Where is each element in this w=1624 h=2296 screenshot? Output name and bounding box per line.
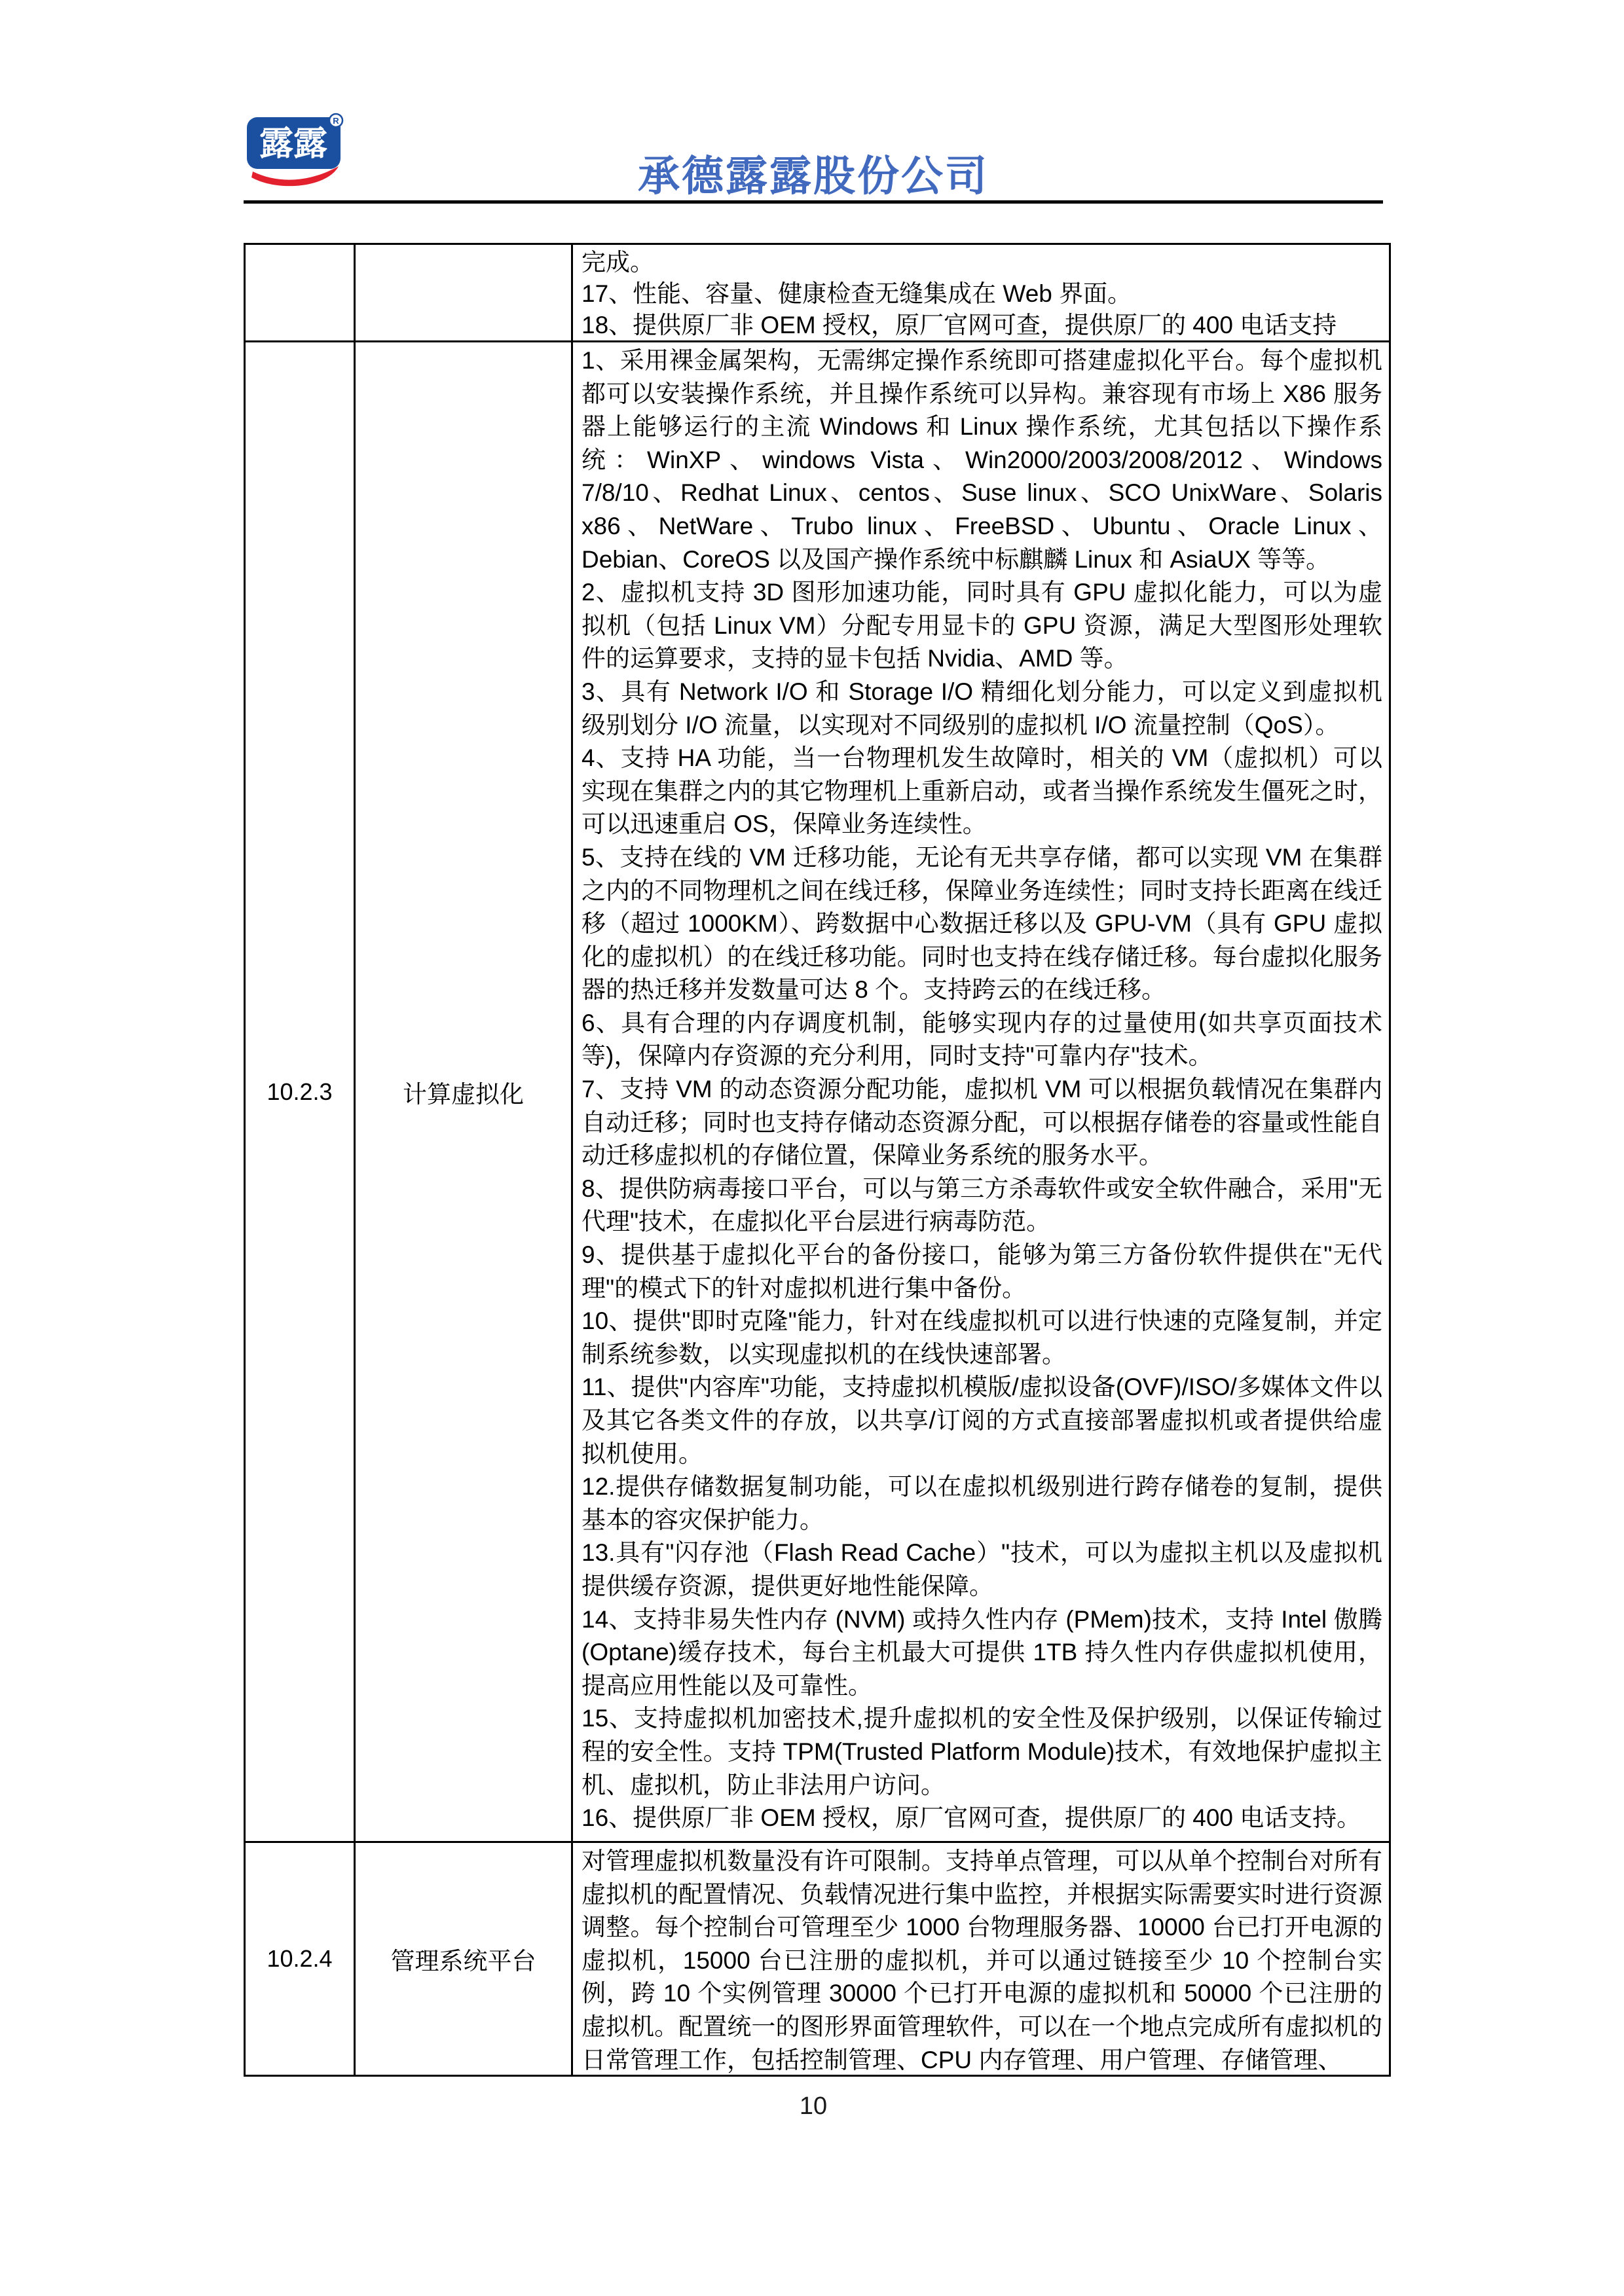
requirements-text — [573, 1843, 1389, 2075]
row-id-cell — [245, 244, 355, 342]
row-requirements-cell — [572, 244, 1390, 342]
requirement-paragraph: 17、性能、容量、健康检查无缝集成在 Web 界面。 — [581, 280, 1132, 307]
requirement-paragraph: 7、支持 VM 的动态资源分配功能，虚拟机 VM 可以根据负载情况在集群内自动迁移；同时也支持存储动态资源分配，可以根据存储卷的容量或性能自动迁移虚拟机的存储位置，保障业务系统的服务水平。 — [581, 1076, 1382, 1169]
requirement-paragraph: 6、具有合理的内存调度机制，能够实现内存的过量使用(如共享页面技术等)，保障内存资源的充分利用，同时支持"可靠内存"技术。 — [581, 1009, 1382, 1070]
requirement-paragraph: 12.提供存储数据复制功能，可以在虚拟机级别进行跨存储卷的复制，提供基本的容灾保护能力。 — [581, 1473, 1382, 1533]
table-row-continuation — [245, 244, 1390, 342]
row-id-cell: 10.2.4 — [245, 1842, 355, 2076]
table-row-management-platform — [245, 1842, 1390, 2076]
requirement-paragraph: 16、提供原厂非 OEM 授权，原厂官网可查，提供原厂的 400 电话支持。 — [581, 1804, 1361, 1832]
requirement-paragraph: 完成。 — [581, 249, 654, 276]
registered-mark: R — [333, 116, 339, 126]
row-category-cell: 计算虚拟化 — [355, 342, 572, 1842]
requirements-text — [573, 245, 1389, 340]
requirement-paragraph: 3、具有 Network I/O 和 Storage I/O 精细化划分能力，可以定义到虚拟机级别划分 I/O 流量，以实现对不同级别的虚拟机 I/O 流量控制（QoS）。 — [581, 678, 1382, 738]
requirement-paragraph: 10、提供"即时克隆"能力，针对在线虚拟机可以进行快速的克隆复制，并定制系统参数，以实现虚拟机的在线快速部署。 — [581, 1307, 1382, 1368]
requirement-paragraph: 4、支持 HA 功能，当一台物理机发生故障时，相关的 VM（虚拟机）可以实现在集群之内的其它物理机上重新启动，或者当操作系统发生僵死之时，可以迅速重启 OS，保障业务连续性。 — [581, 744, 1382, 838]
table-row-compute-virtualization — [245, 342, 1390, 1842]
row-id-cell: 10.2.3 — [245, 342, 355, 1842]
requirement-paragraph: 2、虚拟机支持 3D 图形加速功能，同时具有 GPU 虚拟化能力，可以为虚拟机（包括 Linux VM）分配专用显卡的 GPU 资源，满足大型图形处理软件的运算要求，支持的显卡包括 Nvidia、AMD 等。 — [581, 579, 1382, 672]
requirement-paragraph: 15、支持虚拟机加密技术,提升虚拟机的安全性及保护级别，以保证传输过程的安全性。支持 TPM(Trusted Platform Module)技术，有效地保护虚拟主机、虚拟机，防止非法用户访问。 — [581, 1705, 1382, 1798]
requirement-paragraph: 对管理虚拟机数量没有许可限制。支持单点管理，可以从单个控制台对所有虚拟机的配置情况、负载情况进行集中监控，并根据实际需要实时进行资源调整。每个控制台可管理至少 1000 台物理服务器、10000 台已打开电源的虚拟机，15000 台已注册的虚拟机，并可以通过链接至少 10 个控制台实例，跨 10 个实例管理 30000 个已打开电源的虚拟机和 50000 个已注册的虚拟机。配置统一的图形界面管理软件，可以在一个地点完成所有虚拟机的日常管理工作，包括控制管理、CPU 内存管理、用户管理、存储管理、 — [581, 1848, 1382, 2073]
header-rule — [244, 200, 1383, 204]
requirement-paragraph: 1、采用裸金属架构，无需绑定操作系统即可搭建虚拟化平台。每个虚拟机都可以安装操作系统，并且操作系统可以异构。兼容现有市场上 X86 服务器上能够运行的主流 Windows 和 Linux 操作系统，尤其包括以下操作系统：WinXP、windows Vista、Win2000/2003/2008/2012、Windows 7/8/10、Redhat Linux、centos、Suse linux、SCO UnixWare、Solaris x86、NetWare、Trubo linux、FreeBSD、Ubuntu、Oracle Linux、Debian、CoreOS 以及国产操作系统中标麒麟 Linux 和 AsiaUX 等等。 — [581, 347, 1382, 573]
requirement-paragraph: 5、支持在线的 VM 迁移功能，无论有无共享存储，都可以实现 VM 在集群之内的不同物理机之间在线迁移，保障业务连续性；同时支持长距离在线迁移（超过 1000KM）、跨数据中心数据迁移以及 GPU-VM（具有 GPU 虚拟化的虚拟机）的在线迁移功能。同时也支持在线存储迁移。每台虚拟化服务器的热迁移并发数量可达 8 个。支持跨云的在线迁移。 — [581, 843, 1382, 1004]
row-requirements-cell — [572, 1842, 1390, 2076]
requirement-paragraph: 13.具有"闪存池（Flash Read Cache）"技术，可以为虚拟主机以及虚拟机提供缓存资源，提供更好地性能保障。 — [581, 1539, 1382, 1599]
row-category-cell — [355, 244, 572, 342]
requirements-text — [573, 342, 1389, 1841]
requirement-paragraph: 9、提供基于虚拟化平台的备份接口，能够为第三方备份软件提供在"无代理"的模式下的针对虚拟机进行集中备份。 — [581, 1241, 1382, 1302]
requirements-table — [244, 243, 1391, 2077]
company-title: 承德露露股份公司 — [638, 153, 989, 200]
row-category-cell: 管理系统平台 — [355, 1842, 572, 2076]
requirement-paragraph: 14、支持非易失性内存 (NVM) 或持久性内存 (PMem)技术，支持 Intel 傲腾(Optane)缓存技术，每台主机最大可提供 1TB 持久性内存供虚拟机使用，提高应用性能以及可靠性。 — [581, 1605, 1382, 1699]
requirement-paragraph: 18、提供原厂非 OEM 授权，原厂官网可查，提供原厂的 400 电话支持 — [581, 312, 1337, 338]
page-number: 10 — [799, 2092, 828, 2120]
row-requirements-cell — [572, 342, 1390, 1842]
logo-text: 露露 — [259, 124, 328, 164]
requirement-paragraph: 8、提供防病毒接口平台，可以与第三方杀毒软件或安全软件融合，采用"无代理"技术，在虚拟化平台层进行病毒防范。 — [581, 1175, 1382, 1235]
requirement-paragraph: 11、提供"内容库"功能，支持虚拟机模版/虚拟设备(OVF)/ISO/多媒体文件以及其它各类文件的存放，以共享/订阅的方式直接部署虚拟机或者提供给虚拟机使用。 — [581, 1374, 1382, 1467]
